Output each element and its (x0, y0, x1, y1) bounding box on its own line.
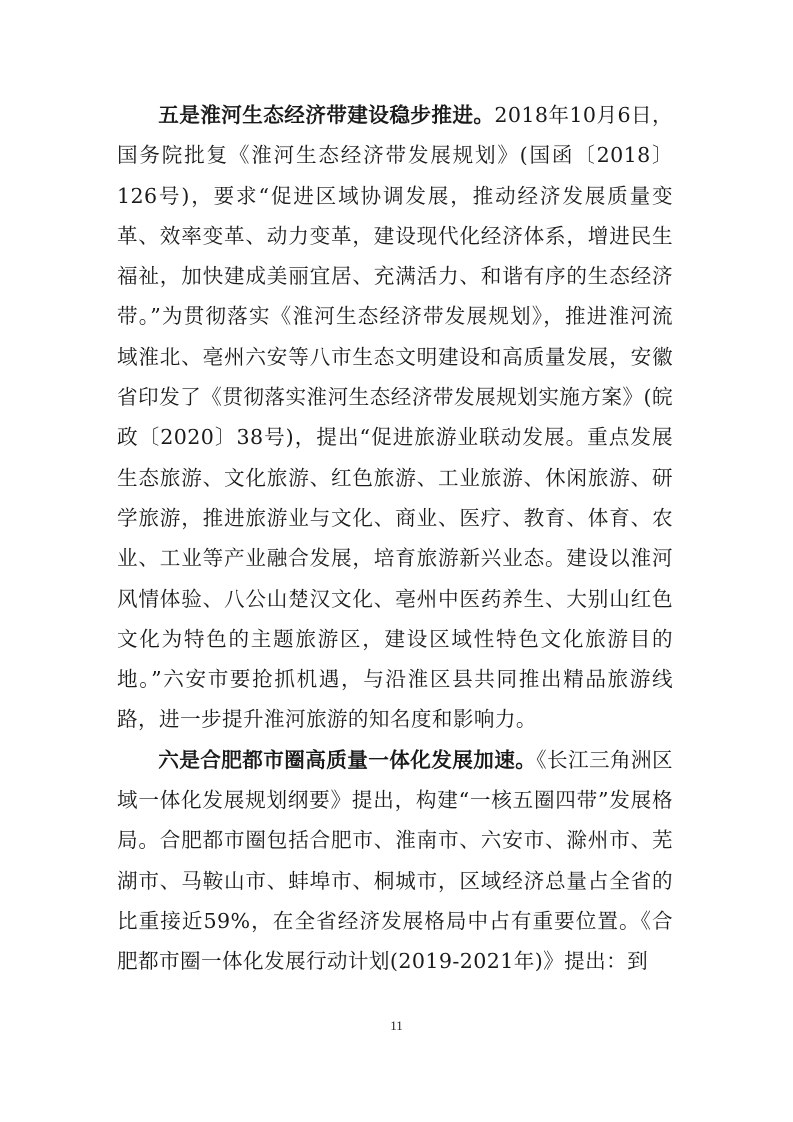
paragraph-合肥 (117, 740, 673, 982)
paragraph-lead: 五是淮河生态经济带建设稳步推进。 (158, 103, 495, 127)
body-text (117, 95, 673, 982)
paragraph-body: 《长江三角洲区域一体化发展规划纲要》提出，构建“一核五圈四带”发展格局。合肥都市圈包括合肥市、淮南市、六安市、滁州市、芜湖市、马鞍山市、蚌埠市、桐城市，区域经济总量占全省的比重接近59%，在全省经济发展格局中占有重要位置。《合肥都市圈一体化发展行动计划(2019-2021年)》提出：到 (117, 747, 674, 974)
paragraph-lead: 六是合肥都市圈高质量一体化发展加速。 (158, 747, 537, 772)
paragraph-body: 2018年10月6日，国务院批复《淮河生态经济带发展规划》(国函〔2018〕126号)，要求“促进区域协调发展，推动经济发展质量变革、效率变革、动力变革，建设现代化经济体系，增进民生福祉，加快建成美丽宜居、充满活力、和谐有序的生态经济带。”为贯彻落实《淮河生态经济带发展规划》，推进淮河流域淮北、亳州六安等八市生态文明建设和高质量发展，安徽省印发了《贯彻落实淮河生态经济带发展规划实施方案》(皖政〔2020〕38号)，提出“促进旅游业联动发展。重点发展生态旅游、文化旅游、红色旅游、工业旅游、休闲旅游、研学旅游，推进旅游业与文化、商业、医疗、教育、体育、农业、工业等产业融合发展，培育旅游新兴业态。建设以淮河风情体验、八公山楚汉文化、亳州中医药养生、大别山红色文化为特色的主题旅游区，建设区域性特色文化旅游目的地。”六安市要抢抓机遇，与沿淮区县共同推出精品旅游线路，进一步提升淮河旅游的知名度和影响力。 (117, 103, 673, 732)
paragraph-淮河 (117, 95, 673, 740)
page-number: 11 (390, 1018, 403, 1033)
